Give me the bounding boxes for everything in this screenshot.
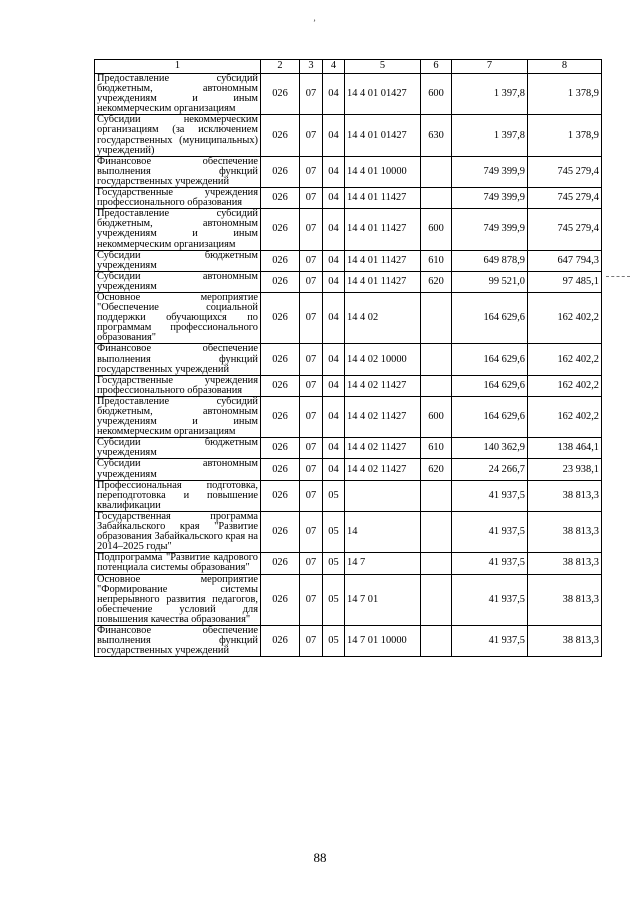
row-subsection-cell: 04	[323, 438, 345, 459]
row-section-cell: 07	[300, 574, 323, 625]
row-subsection-cell: 05	[323, 480, 345, 511]
row-section-cell: 07	[300, 115, 323, 156]
header-cell: 4	[323, 60, 345, 74]
row-code-cell: 026	[261, 553, 300, 574]
table-row	[95, 625, 602, 656]
header-cell: 2	[261, 60, 300, 74]
row-code-cell: 026	[261, 74, 300, 115]
row-name-cell: Предоставление субсидий бюджетным, автономным учреждениям и иным некоммерческим организациям	[95, 209, 261, 250]
row-sum1-cell: 41 937,5	[452, 511, 528, 552]
table-header-row	[95, 60, 602, 74]
table-row	[95, 511, 602, 552]
table-row	[95, 292, 602, 343]
row-code-cell: 026	[261, 574, 300, 625]
row-sum2-cell: 38 813,3	[528, 511, 602, 552]
row-sum1-cell: 164 629,6	[452, 375, 528, 396]
row-target-cell: 14 4 01 01427	[345, 115, 421, 156]
row-code-cell: 026	[261, 511, 300, 552]
row-sum1-cell: 164 629,6	[452, 344, 528, 375]
table-row	[95, 156, 602, 187]
table-row	[95, 459, 602, 480]
row-code-cell: 026	[261, 459, 300, 480]
row-name-cell: Предоставление субсидий бюджетным, автономным учреждениям и иным некоммерческим организациям	[95, 74, 261, 115]
row-name-cell: Субсидии бюджетным учреждениям	[95, 438, 261, 459]
table-row	[95, 480, 602, 511]
row-target-cell: 14 4 02 10000	[345, 344, 421, 375]
row-kind-cell	[421, 625, 452, 656]
row-sum1-cell: 164 629,6	[452, 292, 528, 343]
row-name-cell: Предоставление субсидий бюджетным, автономным учреждениям и иным некоммерческим организациям	[95, 396, 261, 437]
margin-mark	[606, 276, 630, 277]
budget-table	[94, 59, 602, 657]
row-code-cell: 026	[261, 115, 300, 156]
row-code-cell: 026	[261, 292, 300, 343]
row-sum1-cell: 649 878,9	[452, 250, 528, 271]
row-subsection-cell: 05	[323, 553, 345, 574]
row-sum2-cell: 97 485,1	[528, 271, 602, 292]
row-section-cell: 07	[300, 209, 323, 250]
row-target-cell: 14 7	[345, 553, 421, 574]
row-kind-cell	[421, 511, 452, 552]
row-subsection-cell: 04	[323, 209, 345, 250]
row-kind-cell	[421, 574, 452, 625]
row-name-cell: Финансовое обеспечение выполнения функций государственных учреждений	[95, 156, 261, 187]
row-sum2-cell: 138 464,1	[528, 438, 602, 459]
row-section-cell: 07	[300, 396, 323, 437]
row-code-cell: 026	[261, 375, 300, 396]
row-sum2-cell: 745 279,4	[528, 156, 602, 187]
row-subsection-cell: 04	[323, 396, 345, 437]
row-name-cell: Финансовое обеспечение выполнения функций государственных учреждений	[95, 344, 261, 375]
row-name-cell: Финансовое обеспечение выполнения функций государственных учреждений	[95, 625, 261, 656]
row-sum2-cell: 38 813,3	[528, 553, 602, 574]
row-sum1-cell: 749 399,9	[452, 156, 528, 187]
row-target-cell: 14 4 02 11427	[345, 396, 421, 437]
row-section-cell: 07	[300, 553, 323, 574]
row-name-cell: Субсидии автономным учреждениям	[95, 271, 261, 292]
scan-mark: ʼ	[313, 18, 316, 28]
row-name-cell: Профессиональная подготовка, переподготовка и повышение квалификации	[95, 480, 261, 511]
row-kind-cell	[421, 292, 452, 343]
row-target-cell: 14 4 02 11427	[345, 375, 421, 396]
table-row	[95, 74, 602, 115]
row-name-cell: Субсидии некоммерческим организациям (за исключением государственных (муниципальных) учреждений)	[95, 115, 261, 156]
row-subsection-cell: 05	[323, 511, 345, 552]
table-row	[95, 438, 602, 459]
row-kind-cell	[421, 553, 452, 574]
row-target-cell: 14 7 01 10000	[345, 625, 421, 656]
row-section-cell: 07	[300, 74, 323, 115]
table-row	[95, 271, 602, 292]
table-row	[95, 188, 602, 209]
row-name-cell: Государственные учреждения профессионального образования	[95, 375, 261, 396]
row-name-cell: Государственные учреждения профессионального образования	[95, 188, 261, 209]
row-target-cell: 14 4 02 11427	[345, 438, 421, 459]
row-kind-cell: 610	[421, 250, 452, 271]
row-kind-cell: 600	[421, 209, 452, 250]
row-sum1-cell: 164 629,6	[452, 396, 528, 437]
row-kind-cell	[421, 344, 452, 375]
row-section-cell: 07	[300, 375, 323, 396]
row-sum2-cell: 745 279,4	[528, 188, 602, 209]
row-sum2-cell: 23 938,1	[528, 459, 602, 480]
row-subsection-cell: 04	[323, 375, 345, 396]
row-target-cell: 14 4 02	[345, 292, 421, 343]
row-target-cell: 14 4 01 11427	[345, 209, 421, 250]
row-sum2-cell: 38 813,3	[528, 480, 602, 511]
table-body	[95, 74, 602, 657]
row-target-cell: 14 4 01 01427	[345, 74, 421, 115]
row-sum2-cell: 745 279,4	[528, 209, 602, 250]
row-target-cell: 14 4 02 11427	[345, 459, 421, 480]
header-cell: 5	[345, 60, 421, 74]
row-kind-cell: 630	[421, 115, 452, 156]
table-row	[95, 553, 602, 574]
row-subsection-cell: 04	[323, 459, 345, 480]
row-name-cell: Субсидии автономным учреждениям	[95, 459, 261, 480]
row-sum2-cell: 1 378,9	[528, 115, 602, 156]
row-kind-cell: 620	[421, 459, 452, 480]
row-subsection-cell: 04	[323, 115, 345, 156]
table-row	[95, 574, 602, 625]
row-code-cell: 026	[261, 156, 300, 187]
row-sum1-cell: 41 937,5	[452, 480, 528, 511]
row-section-cell: 07	[300, 292, 323, 343]
header-cell: 8	[528, 60, 602, 74]
row-target-cell: 14 7 01	[345, 574, 421, 625]
row-sum1-cell: 24 266,7	[452, 459, 528, 480]
row-section-cell: 07	[300, 438, 323, 459]
row-section-cell: 07	[300, 344, 323, 375]
row-sum1-cell: 749 399,9	[452, 188, 528, 209]
row-section-cell: 07	[300, 156, 323, 187]
row-kind-cell	[421, 156, 452, 187]
row-target-cell: 14 4 01 11427	[345, 188, 421, 209]
row-sum1-cell: 41 937,5	[452, 553, 528, 574]
row-sum2-cell: 162 402,2	[528, 396, 602, 437]
row-target-cell: 14 4 01 11427	[345, 250, 421, 271]
row-name-cell: Субсидии бюджетным учреждениям	[95, 250, 261, 271]
row-code-cell: 026	[261, 250, 300, 271]
row-sum2-cell: 647 794,3	[528, 250, 602, 271]
row-code-cell: 026	[261, 271, 300, 292]
row-sum1-cell: 749 399,9	[452, 209, 528, 250]
row-subsection-cell: 04	[323, 292, 345, 343]
table-row	[95, 209, 602, 250]
row-subsection-cell: 05	[323, 574, 345, 625]
row-code-cell: 026	[261, 438, 300, 459]
header-cell: 1	[95, 60, 261, 74]
row-code-cell: 026	[261, 188, 300, 209]
row-sum1-cell: 41 937,5	[452, 574, 528, 625]
row-sum2-cell: 38 813,3	[528, 625, 602, 656]
row-code-cell: 026	[261, 344, 300, 375]
row-section-cell: 07	[300, 250, 323, 271]
row-kind-cell	[421, 375, 452, 396]
table-row	[95, 115, 602, 156]
row-name-cell: Основное мероприятие "Обеспечение социальной поддержки обучающихся по программам профессионального образования"	[95, 292, 261, 343]
table-row	[95, 250, 602, 271]
row-sum1-cell: 1 397,8	[452, 115, 528, 156]
row-subsection-cell: 04	[323, 250, 345, 271]
row-code-cell: 026	[261, 209, 300, 250]
row-code-cell: 026	[261, 480, 300, 511]
row-sum2-cell: 1 378,9	[528, 74, 602, 115]
row-sum2-cell: 162 402,2	[528, 344, 602, 375]
page-number: 88	[313, 850, 327, 865]
row-subsection-cell: 04	[323, 344, 345, 375]
row-sum1-cell: 140 362,9	[452, 438, 528, 459]
row-kind-cell	[421, 188, 452, 209]
row-sum2-cell: 162 402,2	[528, 292, 602, 343]
table-row	[95, 396, 602, 437]
row-section-cell: 07	[300, 188, 323, 209]
row-sum1-cell: 99 521,0	[452, 271, 528, 292]
row-kind-cell: 600	[421, 74, 452, 115]
header-cell: 6	[421, 60, 452, 74]
row-sum2-cell: 38 813,3	[528, 574, 602, 625]
row-target-cell: 14 4 01 11427	[345, 271, 421, 292]
row-target-cell: 14	[345, 511, 421, 552]
row-section-cell: 07	[300, 459, 323, 480]
row-kind-cell: 620	[421, 271, 452, 292]
row-target-cell: 14 4 01 10000	[345, 156, 421, 187]
row-code-cell: 026	[261, 396, 300, 437]
row-name-cell: Основное мероприятие "Формирование системы непрерывного развития педагогов, обеспечение условий для повышения качества образования"	[95, 574, 261, 625]
table-row	[95, 344, 602, 375]
row-sum1-cell: 41 937,5	[452, 625, 528, 656]
row-code-cell: 026	[261, 625, 300, 656]
row-name-cell: Государственная программа Забайкальского края "Развитие образования Забайкальского края на 2014–2025 годы"	[95, 511, 261, 552]
row-kind-cell: 600	[421, 396, 452, 437]
row-subsection-cell: 04	[323, 271, 345, 292]
header-cell: 7	[452, 60, 528, 74]
row-target-cell	[345, 480, 421, 511]
row-section-cell: 07	[300, 480, 323, 511]
row-subsection-cell: 04	[323, 156, 345, 187]
row-kind-cell	[421, 480, 452, 511]
row-section-cell: 07	[300, 625, 323, 656]
header-cell: 3	[300, 60, 323, 74]
row-kind-cell: 610	[421, 438, 452, 459]
row-subsection-cell: 04	[323, 74, 345, 115]
row-section-cell: 07	[300, 511, 323, 552]
table-row	[95, 375, 602, 396]
row-section-cell: 07	[300, 271, 323, 292]
row-name-cell: Подпрограмма "Развитие кадрового потенциала системы образования"	[95, 553, 261, 574]
row-subsection-cell: 04	[323, 188, 345, 209]
row-sum2-cell: 162 402,2	[528, 375, 602, 396]
row-sum1-cell: 1 397,8	[452, 74, 528, 115]
row-subsection-cell: 05	[323, 625, 345, 656]
